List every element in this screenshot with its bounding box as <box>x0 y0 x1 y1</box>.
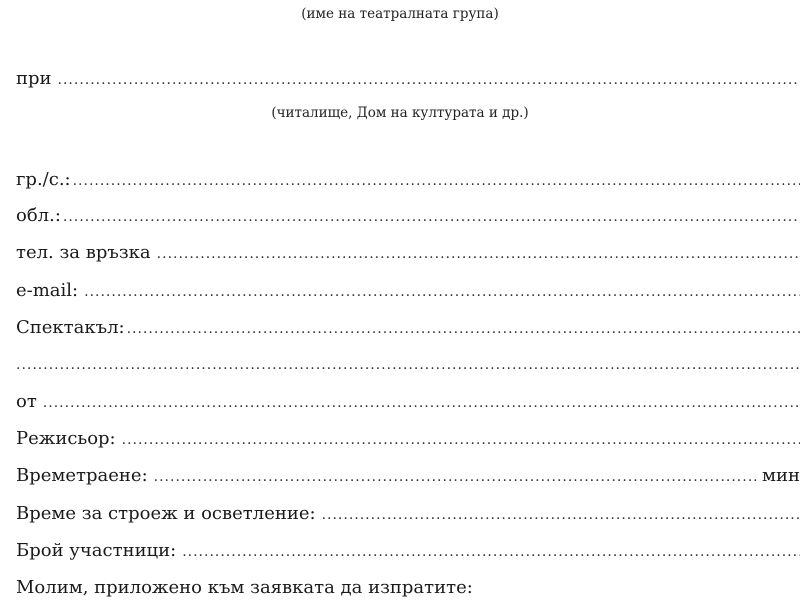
duration-unit: мин <box>762 465 800 486</box>
closing-line <box>16 576 800 600</box>
phone-dotted-line <box>157 242 800 266</box>
performance-field[interactable] <box>16 316 800 341</box>
director-dotted-line <box>122 428 800 452</box>
setup-time-dotted-line <box>322 503 800 527</box>
region-field[interactable] <box>16 204 800 229</box>
duration-dotted-line <box>154 465 758 489</box>
phone-label: тел. за връзка <box>16 242 151 263</box>
region-dotted-line <box>63 205 800 229</box>
email-field[interactable] <box>16 279 800 304</box>
participants-label: Брой участници: <box>16 540 177 561</box>
setup-time-field[interactable] <box>16 502 800 527</box>
participants-dotted-line <box>182 540 800 564</box>
author-field[interactable] <box>16 390 800 415</box>
performance-dotted-line <box>127 317 800 341</box>
performance-label: Спектакъл: <box>16 317 125 338</box>
director-field[interactable] <box>16 427 800 452</box>
duration-field[interactable] <box>16 464 800 489</box>
setup-time-label: Време за строеж и осветление: <box>16 503 316 524</box>
institution-label: при <box>16 68 52 89</box>
institution-caption: (читалище, Дом на културата и др.) <box>271 105 529 121</box>
email-label: e-mail: <box>16 280 79 301</box>
performance-continuation-field[interactable] <box>16 353 800 377</box>
author-dotted-line <box>43 391 800 415</box>
email-dotted-line <box>84 280 800 304</box>
institution-dotted-line <box>58 68 800 92</box>
closing-text: Молим, приложено към заявката да изпратите: <box>16 577 473 598</box>
region-label: обл.: <box>16 205 61 226</box>
city-dotted-line <box>73 169 800 193</box>
institution-field[interactable] <box>16 67 800 92</box>
city-field[interactable] <box>16 168 800 193</box>
phone-field[interactable] <box>16 241 800 266</box>
performance-continuation-dotted-line <box>16 353 800 377</box>
author-label: от <box>16 391 37 412</box>
duration-label: Времетраене: <box>16 465 148 486</box>
director-label: Режисьор: <box>16 428 116 449</box>
theatre-group-caption: (име на театралната група) <box>301 6 499 22</box>
city-label: гр./с.: <box>16 169 71 190</box>
participants-field[interactable] <box>16 539 800 564</box>
